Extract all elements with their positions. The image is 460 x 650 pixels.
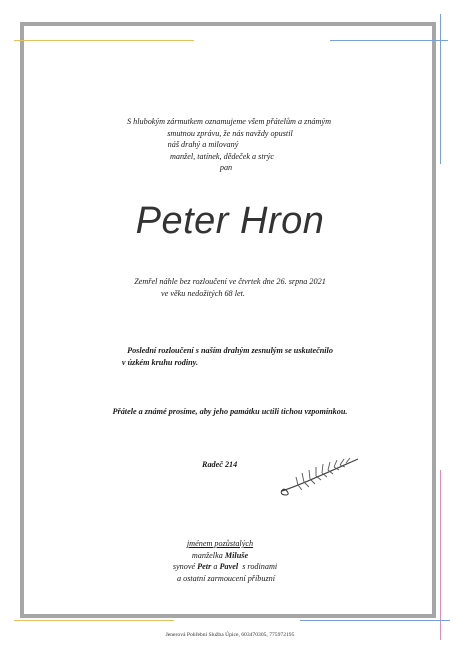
quill-feather-icon (278, 455, 364, 497)
relatives-line: a ostatní zarmoucení příbuzní (176, 573, 276, 583)
wife-name: Miluše (224, 550, 249, 560)
children-and: a (213, 562, 218, 572)
farewell-line-2: v úzkém kruhu rodiny. (121, 358, 199, 367)
intro-line-5: pan (219, 163, 233, 173)
intro-announcement (0, 116, 460, 174)
death-line-1: Zemřel náhle bez rozloučení ve čtvrtek dne 26. srpna 2021 (134, 277, 326, 286)
son-2-name: Pavel (219, 562, 239, 572)
children-line (0, 561, 460, 573)
intro-line-2: smutnou zprávu, že nás navždy opustil (167, 128, 293, 138)
address: Radeč 214 (202, 460, 238, 469)
intro-line-4: manžel, tatínek, dědeček a strýc (169, 151, 275, 161)
family-signatures (0, 538, 460, 584)
deceased-name: Peter Hron (135, 200, 325, 242)
intro-line-1: S hlubokým zármutkem oznamujeme všem přátelům a známým (127, 117, 331, 126)
family-heading: jménem pozůstalých (186, 539, 254, 548)
decor-line-top-left (14, 40, 194, 41)
death-notice (0, 276, 460, 299)
decor-line-bottom-right (300, 620, 450, 621)
children-suffix: s rodinami (242, 562, 278, 572)
wife-prefix: manželka (191, 550, 223, 560)
decor-line-bottom-left (14, 620, 174, 621)
obituary-frame (20, 22, 436, 618)
funeral-service-footer: Jenerová Pohřební Služba Úpice, 603470305, 775972195 (165, 632, 295, 638)
death-line-2: ve věku nedožitých 68 let. (161, 288, 245, 298)
remembrance-request: Přátele a známé prosíme, aby jeho památku uctili tichou vzpomínkou. (112, 407, 348, 416)
wife-line (0, 550, 460, 562)
children-prefix: synové (172, 562, 196, 572)
son-1-name: Petr (197, 562, 212, 572)
intro-line-3: náš drahý a milovaný (167, 140, 239, 150)
decor-line-top-right (330, 40, 448, 41)
farewell-line-1: Poslední rozloučení s naším drahým zesnulým se uskutečnilo (127, 346, 333, 355)
farewell-notice (0, 345, 460, 369)
